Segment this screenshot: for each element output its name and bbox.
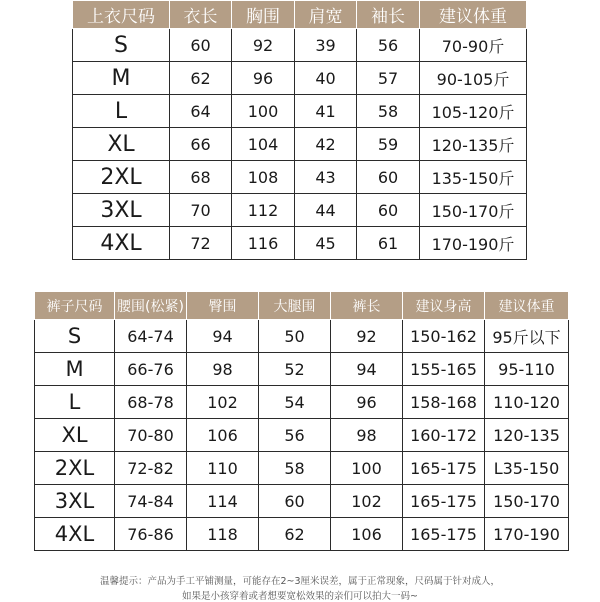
- table-cell: 54: [259, 386, 331, 419]
- top-header-weight: 建议体重: [420, 1, 527, 29]
- table-cell: 60: [170, 29, 232, 62]
- table-cell: 60: [357, 194, 420, 227]
- table-cell: 72-82: [115, 452, 187, 485]
- table-row: [73, 161, 527, 194]
- table-row: [35, 320, 569, 353]
- top-header-chest: 胸围: [232, 1, 295, 29]
- table-cell: 62: [170, 62, 232, 95]
- top-table-header-row: [73, 1, 527, 29]
- table-cell: 57: [357, 62, 420, 95]
- table-cell: 68-78: [115, 386, 187, 419]
- table-cell: 98: [187, 353, 259, 386]
- table-cell: 74-84: [115, 485, 187, 518]
- table-cell: 116: [232, 227, 295, 260]
- size-cell: 4XL: [73, 227, 170, 260]
- table-cell: 92: [331, 320, 403, 353]
- table-cell: 106: [187, 419, 259, 452]
- table-cell: 52: [259, 353, 331, 386]
- size-cell: 2XL: [35, 452, 115, 485]
- table-cell: 70-80: [115, 419, 187, 452]
- table-cell: 64: [170, 95, 232, 128]
- table-cell: 96: [331, 386, 403, 419]
- table-cell: 68: [170, 161, 232, 194]
- table-row: [35, 386, 569, 419]
- table-cell: 76-86: [115, 518, 187, 551]
- table-cell: 118: [187, 518, 259, 551]
- pants-header-hip: 臀围: [187, 292, 259, 320]
- table-cell: 43: [295, 161, 357, 194]
- table-cell: L35-150: [485, 452, 569, 485]
- pants-header-length: 裤长: [331, 292, 403, 320]
- top-size-table: [72, 0, 527, 260]
- table-cell: 61: [357, 227, 420, 260]
- table-cell: 104: [232, 128, 295, 161]
- table-cell: 165-175: [403, 452, 485, 485]
- table-cell: 165-175: [403, 485, 485, 518]
- table-row: [73, 194, 527, 227]
- table-cell: 114: [187, 485, 259, 518]
- table-row: [35, 353, 569, 386]
- top-header-length: 衣长: [170, 1, 232, 29]
- table-row: [35, 518, 569, 551]
- table-cell: 58: [357, 95, 420, 128]
- table-cell: 110: [187, 452, 259, 485]
- pants-header-size: 裤子尺码: [35, 292, 115, 320]
- size-cell: S: [73, 29, 170, 62]
- size-cell: M: [35, 353, 115, 386]
- table-cell: 70-90斤: [420, 29, 527, 62]
- table-cell: 94: [331, 353, 403, 386]
- table-row: [73, 29, 527, 62]
- table-cell: 160-172: [403, 419, 485, 452]
- table-cell: 90-105斤: [420, 62, 527, 95]
- size-cell: 3XL: [35, 485, 115, 518]
- table-row: [73, 227, 527, 260]
- size-cell: 2XL: [73, 161, 170, 194]
- table-row: [35, 485, 569, 518]
- table-cell: 64-74: [115, 320, 187, 353]
- table-cell: 94: [187, 320, 259, 353]
- table-cell: 66-76: [115, 353, 187, 386]
- table-cell: 96: [232, 62, 295, 95]
- pants-size-table: [34, 291, 569, 551]
- table-cell: 110-120: [485, 386, 569, 419]
- top-header-shoulder: 肩宽: [295, 1, 357, 29]
- top-header-size: 上衣尺码: [73, 1, 170, 29]
- table-cell: 98: [331, 419, 403, 452]
- table-cell: 170-190: [485, 518, 569, 551]
- table-cell: 60: [357, 161, 420, 194]
- table-cell: 102: [331, 485, 403, 518]
- pants-header-weight: 建议体重: [485, 292, 569, 320]
- table-cell: 41: [295, 95, 357, 128]
- table-cell: 158-168: [403, 386, 485, 419]
- table-cell: 70: [170, 194, 232, 227]
- table-row: [73, 128, 527, 161]
- table-cell: 105-120斤: [420, 95, 527, 128]
- pants-header-waist: 腰围(松紧): [115, 292, 187, 320]
- table-cell: 120-135斤: [420, 128, 527, 161]
- table-cell: 95斤以下: [485, 320, 569, 353]
- table-cell: 95-110: [485, 353, 569, 386]
- table-cell: 92: [232, 29, 295, 62]
- table-cell: 150-162: [403, 320, 485, 353]
- size-cell: 3XL: [73, 194, 170, 227]
- size-cell: 4XL: [35, 518, 115, 551]
- table-row: [35, 419, 569, 452]
- table-cell: 42: [295, 128, 357, 161]
- table-cell: 100: [331, 452, 403, 485]
- size-cell: L: [35, 386, 115, 419]
- table-row: [73, 62, 527, 95]
- table-cell: 50: [259, 320, 331, 353]
- pants-table-header-row: [35, 292, 569, 320]
- pants-header-height: 建议身高: [403, 292, 485, 320]
- table-cell: 40: [295, 62, 357, 95]
- top-header-sleeve: 袖长: [357, 1, 420, 29]
- pants-header-thigh: 大腿围: [259, 292, 331, 320]
- table-cell: 155-165: [403, 353, 485, 386]
- table-cell: 39: [295, 29, 357, 62]
- table-cell: 165-175: [403, 518, 485, 551]
- table-cell: 62: [259, 518, 331, 551]
- table-cell: 45: [295, 227, 357, 260]
- table-cell: 108: [232, 161, 295, 194]
- table-cell: 106: [331, 518, 403, 551]
- size-cell: XL: [35, 419, 115, 452]
- table-cell: 59: [357, 128, 420, 161]
- table-cell: 102: [187, 386, 259, 419]
- size-cell: S: [35, 320, 115, 353]
- size-note-line-1: 温馨提示：产品为手工平铺测量，可能存在2~3厘米误差，属于正常现象，尺码属于针对成人，: [99, 576, 501, 587]
- table-cell: 58: [259, 452, 331, 485]
- table-cell: 135-150斤: [420, 161, 527, 194]
- table-cell: 100: [232, 95, 295, 128]
- table-cell: 150-170: [485, 485, 569, 518]
- size-cell: L: [73, 95, 170, 128]
- table-cell: 72: [170, 227, 232, 260]
- table-cell: 112: [232, 194, 295, 227]
- table-cell: 66: [170, 128, 232, 161]
- table-cell: 56: [259, 419, 331, 452]
- table-cell: 150-170斤: [420, 194, 527, 227]
- table-cell: 44: [295, 194, 357, 227]
- size-cell: M: [73, 62, 170, 95]
- table-row: [35, 452, 569, 485]
- table-cell: 60: [259, 485, 331, 518]
- table-row: [73, 95, 527, 128]
- size-note-line-2: 如果是小孩穿着或者想要宽松效果的亲们可以拍大一码~: [182, 591, 418, 602]
- table-cell: 170-190斤: [420, 227, 527, 260]
- table-cell: 120-135: [485, 419, 569, 452]
- size-cell: XL: [73, 128, 170, 161]
- table-cell: 56: [357, 29, 420, 62]
